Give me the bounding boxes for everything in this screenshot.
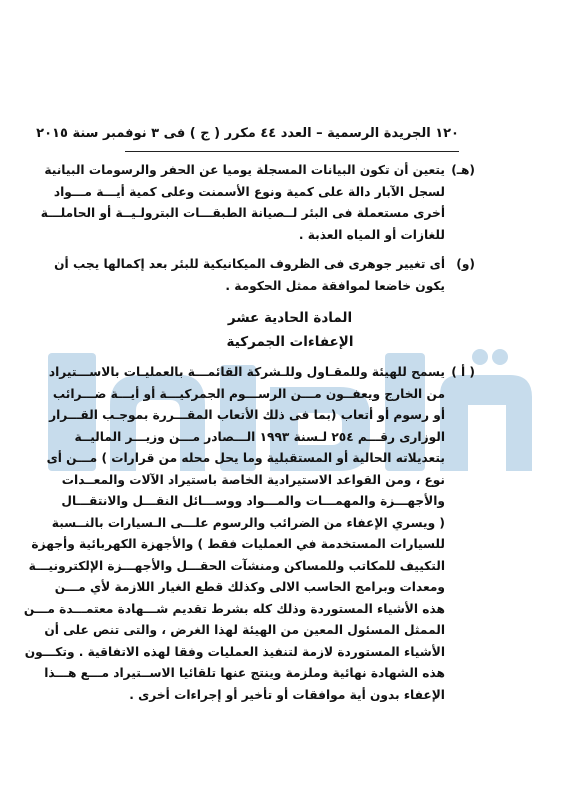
clause-line: الممثل المسئول المعين من الهيئة لهذا الغرض ، والتى تنص على أن bbox=[44, 623, 445, 637]
clause-line: يكون خاضعا لموافقة ممثل الحكومة . bbox=[225, 278, 445, 293]
clause-line: يسمح للهيئة وللمقـاول وللـشركة القائمـــة بالعمليـات بالاســـتيراد bbox=[48, 365, 445, 379]
section-title: الإعفاءات الجمركية bbox=[226, 334, 354, 350]
clause-line: ومعدات وبرامج الحاسب الالى وكذلك قطع الغيار اللازمة لأي مـــن bbox=[54, 580, 445, 594]
clause-line: الإعفاء بدون أية موافقات أو تأخير أو إجراءات أخرى . bbox=[129, 687, 445, 702]
clause-marker: (هـ) bbox=[451, 163, 475, 177]
clause-line: للسيارات المستخدمة في العمليات فقط ) والأجهزة الكهربائية وأجهزة bbox=[31, 537, 445, 551]
clause-w bbox=[54, 254, 475, 297]
clause-line: هذه الأشياء المستوردة وذلك كله بشرط تقديم شـــهادة معتمـــدة مـــن bbox=[23, 601, 445, 616]
clause-line: يتعين أن تكون البيانات المسجلة يوميا عن الحفر والرسومات البيانية bbox=[44, 163, 445, 177]
clause-line: للغازات أو المياه العذبة . bbox=[298, 227, 445, 242]
clause-line: هذه الشهادة نهائية وملزمة وينتج عنها تلقائيا الاســتيراد مـــع هـــذا bbox=[44, 666, 445, 680]
clause-line: من الخارج ويعفــون مـــن الرســـوم الجمركيـــة أو أيـــة ضـــرائب bbox=[52, 386, 445, 401]
clause-line: أخرى مستعملة فى البئر لــصيانة الطبقـــات البترولـيــة أو الحاملـــة bbox=[40, 206, 445, 220]
page-header: ١٢٠ الجريدة الرسمية – العدد ٤٤ مكرر ( ج ) فى ٣ نوفمبر سنة ٢٠١٥ bbox=[36, 126, 459, 141]
clause-line: أى تغيير جوهرى فى الظروف الميكانيكية للبئر بعد إكمالها يجب أن bbox=[54, 257, 445, 271]
article-title: المادة الحادية عشر bbox=[227, 310, 353, 326]
clause-line: بتعديلاته الحالية أو المستقبلية وما يحل محله من قرارات ) مـــن أى bbox=[46, 451, 445, 465]
clause-a bbox=[23, 362, 475, 706]
clause-line: ( ويسري الإعفاء من الضرائب والرسوم علـــى الـسيارات بالنــسبة bbox=[51, 515, 445, 530]
clause-h bbox=[40, 160, 475, 246]
document-body bbox=[23, 160, 475, 706]
clause-line: نوع ، ومن القواعد الاستيرادية الخاصة باستيراد الآلات والمعــدات bbox=[61, 472, 445, 487]
clause-marker: ( أ ) bbox=[451, 365, 475, 379]
clause-marker: (و) bbox=[456, 257, 475, 271]
header-divider bbox=[125, 151, 459, 152]
clause-line: الأشياء المستوردة لازمة لتنفيذ العمليات وفقا لهذه الاتفاقية . وتكـــون bbox=[24, 644, 445, 659]
clause-line: أو رسوم أو أتعاب (بما فى ذلك الأتعاب المقـــررة بموجـب القـــرار bbox=[49, 408, 445, 422]
clause-line: لسجل الآبار دالة على كمية ونوع الأسمنت وعلى كمية أيـــة مـــواد bbox=[53, 184, 445, 199]
clause-line: الوزارى رقـــم ٢٥٤ لـسنة ١٩٩٣ الـــصادر مـــن وزيـــر الماليــة bbox=[74, 429, 445, 444]
clause-line: التكييف للمكاتب وللمساكن ومنشآت الحقـــل والأجهـــزة الإلكترونيـــة bbox=[28, 558, 445, 573]
clause-line: والأجهـــزة والمهمـــات والمـــواد ووســـائل النقـــل والانتقـــال bbox=[61, 494, 445, 508]
